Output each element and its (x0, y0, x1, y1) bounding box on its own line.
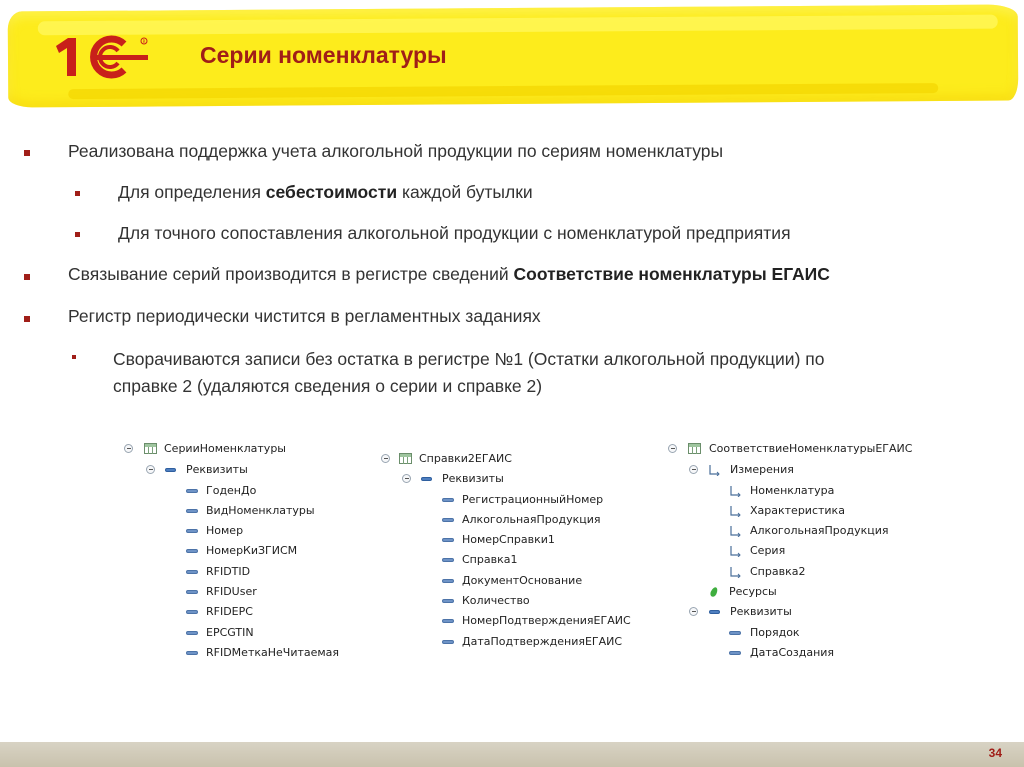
attribute-icon (186, 610, 198, 614)
attribute-icon (729, 651, 741, 655)
collapse-icon[interactable] (689, 465, 698, 474)
attribute-icon (186, 570, 198, 574)
collapse-icon[interactable] (381, 454, 390, 463)
page-title: Серии номенклатуры (200, 42, 447, 68)
register-table-icon (688, 443, 701, 454)
attributes-group-icon (421, 477, 432, 481)
bullet-marker (75, 232, 80, 237)
collapse-icon[interactable] (124, 444, 133, 453)
footer-bar (0, 742, 1024, 767)
collapse-icon[interactable] (402, 474, 411, 483)
header-band (8, 4, 1019, 107)
dimension-icon (729, 566, 741, 578)
attribute-icon (442, 599, 454, 603)
dimension-icon (729, 545, 741, 557)
bold-term: себестоимости (265, 182, 398, 202)
bullet-3-1-line2: справке 2 (удаляются сведения о серии и справке 2) (113, 376, 543, 396)
resources-icon (709, 586, 719, 598)
attribute-icon (186, 509, 198, 513)
bullet-2: Связывание серий производится в регистре сведений Соответствие номенклатуры ЕГАИС (68, 264, 830, 284)
svg-text:R: R (142, 39, 146, 44)
attribute-icon (186, 529, 198, 533)
attribute-icon (186, 549, 198, 553)
1c-logo (52, 34, 152, 80)
collapse-icon[interactable] (689, 607, 698, 616)
bullet-1-1: Для определения себестоимости каждой бутылки (118, 182, 533, 202)
attribute-icon (186, 631, 198, 635)
dimension-icon (729, 505, 741, 517)
catalog-table-icon (399, 453, 412, 464)
bullet-marker (24, 150, 30, 156)
dimension-icon (729, 485, 741, 497)
attribute-icon (442, 619, 454, 623)
bullet-3: Регистр периодически чистится в регламентных заданиях (68, 306, 541, 326)
bullet-marker (75, 191, 80, 196)
attribute-icon (186, 590, 198, 594)
attribute-icon (442, 498, 454, 502)
attributes-group-icon (165, 468, 176, 472)
dimension-icon (729, 525, 741, 537)
page-number: 34 (988, 746, 1002, 760)
collapse-icon[interactable] (668, 444, 677, 453)
bold-term: Соответствие номенклатуры ЕГАИС (513, 264, 830, 284)
attribute-icon (442, 538, 454, 542)
dimensions-icon (708, 464, 720, 476)
bullet-1-2: Для точного сопоставления алкогольной продукции с номенклатурой предприятия (118, 223, 791, 243)
attribute-icon (186, 651, 198, 655)
attribute-icon (442, 558, 454, 562)
bullet-marker (24, 316, 30, 322)
attribute-icon (729, 631, 741, 635)
bullet-3-1-line1: Сворачиваются записи без остатка в регистре №1 (Остатки алкогольной продукции) по (113, 349, 825, 369)
attribute-icon (186, 489, 198, 493)
attribute-icon (442, 640, 454, 644)
attribute-icon (442, 518, 454, 522)
attributes-group-icon (709, 610, 720, 614)
collapse-icon[interactable] (146, 465, 155, 474)
attribute-icon (442, 579, 454, 583)
catalog-table-icon (144, 443, 157, 454)
bullet-marker (24, 274, 30, 280)
bullet-1: Реализована поддержка учета алкогольной продукции по сериям номенклатуры (68, 141, 724, 161)
bullet-marker (72, 355, 76, 359)
